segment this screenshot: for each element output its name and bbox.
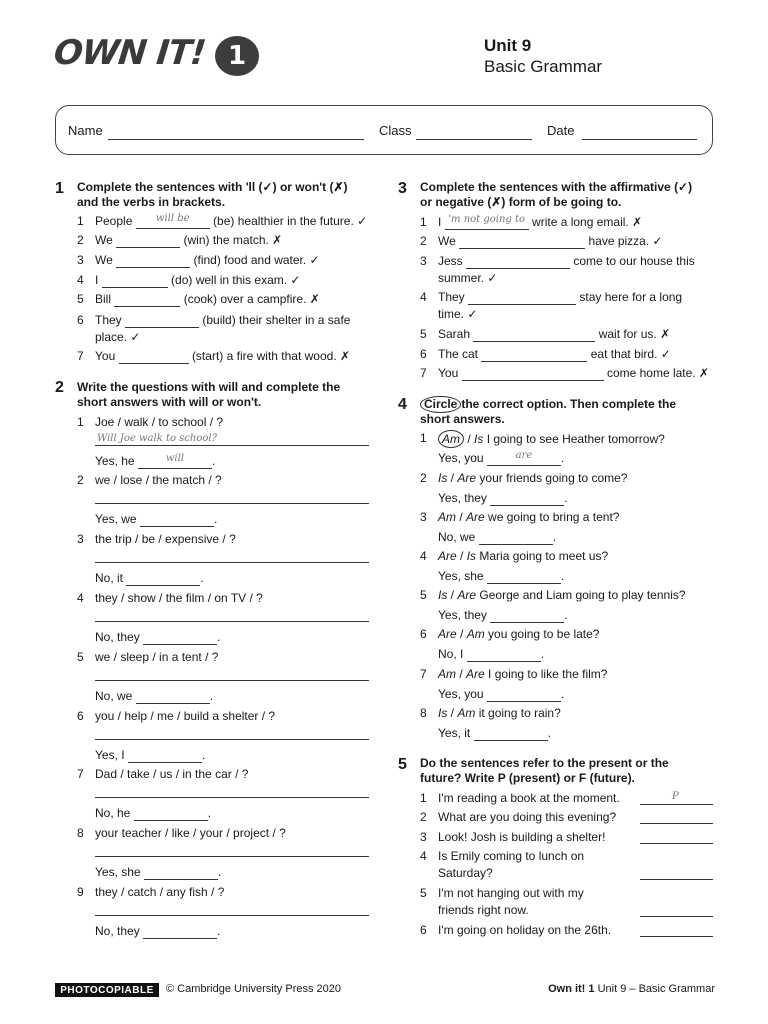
question-answer-line[interactable]	[95, 797, 369, 798]
short-answer: No, I .	[438, 647, 545, 661]
option-2[interactable]: Are	[457, 471, 477, 485]
item-number: 8	[77, 826, 84, 840]
answer-blank[interactable]	[481, 349, 587, 362]
sentence-text: I'm not hanging out with my	[438, 886, 584, 900]
section-1-instruction-line-1: Complete the sentences with 'll (✓) or won't (✗)	[77, 180, 348, 194]
item-text: (do) well in this exam. ✓	[171, 273, 301, 287]
handwritten-question: Will Joe walk to school?	[97, 433, 217, 444]
short-answer: Yes, she .	[438, 569, 565, 583]
short-answer-text: No, I	[438, 647, 464, 661]
item-text: You	[95, 349, 116, 363]
answer-blank[interactable]	[102, 275, 168, 288]
item-number: 6	[420, 923, 427, 937]
answer-blank[interactable]	[445, 214, 529, 230]
short-answer-text: Yes, she	[438, 569, 484, 583]
answer-blank[interactable]	[467, 649, 541, 662]
item-number: 4	[420, 549, 427, 563]
item-text: I	[438, 215, 442, 229]
exercise-item	[438, 253, 695, 269]
item-number: 2	[77, 233, 84, 247]
item-text: We	[95, 233, 113, 247]
section-5-instruction-line-1: Do the sentences refer to the present or the	[420, 756, 669, 770]
answer-blank[interactable]	[140, 514, 214, 527]
short-answer: Yes, it .	[438, 726, 551, 740]
name-label: Name	[68, 123, 103, 138]
short-answer-text: No, we	[95, 689, 133, 703]
handwritten-answer: 'm not going to	[448, 214, 526, 225]
option-2[interactable]: Am	[466, 627, 485, 641]
exercise-item	[438, 233, 663, 249]
exercise-item	[438, 346, 671, 362]
item-text: stay here for a long	[579, 290, 683, 304]
question-prompt: Dad / take / us / in the car / ?	[95, 767, 249, 781]
item-text: wait for us. ✗	[598, 327, 671, 341]
short-answer: Yes, they .	[438, 608, 568, 622]
item-number: 6	[420, 627, 427, 641]
answer-blank[interactable]	[119, 351, 189, 364]
item-number: 5	[77, 292, 84, 306]
sentence-text: What are you doing this evening?	[438, 810, 617, 824]
item-number: 2	[420, 234, 427, 248]
option-question: Is / Are George and Liam going to play tennis?	[438, 588, 686, 602]
question-answer-line[interactable]	[95, 856, 369, 857]
short-answer-text: Yes, they	[438, 491, 487, 505]
item-text: The cat	[438, 347, 479, 361]
section-4-number: 4	[398, 396, 407, 413]
unit-subtitle: Basic Grammar	[484, 57, 603, 76]
question-prompt: Joe / walk / to school / ?	[95, 415, 224, 429]
item-number: 7	[77, 349, 84, 363]
option-question: Am / Are we going to bring a tent?	[438, 510, 620, 524]
handwritten-answer: P	[672, 791, 679, 802]
question-prompt: they / show / the film / on TV / ?	[95, 591, 263, 605]
answer-blank[interactable]	[125, 315, 199, 328]
short-answer: Yes, you .	[438, 687, 565, 701]
answer-blank[interactable]	[490, 493, 564, 506]
answer-blank[interactable]	[126, 573, 200, 586]
short-answer-text: Yes, we	[95, 512, 137, 526]
section-2-instruction-line-1: Write the questions with will and complete the	[77, 380, 341, 394]
date-field[interactable]	[582, 139, 697, 140]
footer-book-info	[548, 983, 715, 995]
short-answer: Yes, she .	[95, 865, 222, 879]
item-text-continued: place. ✓	[95, 330, 141, 344]
item-number: 1	[77, 415, 84, 429]
option-1[interactable]: Are	[438, 549, 457, 563]
answer-blank[interactable]	[490, 610, 564, 623]
section-3-instruction-line-2: or negative (✗) form of be going to.	[420, 195, 622, 209]
item-text: Sarah	[438, 327, 471, 341]
exercise-item	[95, 291, 320, 307]
answer-blank[interactable]	[479, 532, 553, 545]
item-text: (win) the match. ✗	[183, 233, 283, 247]
item-text: People	[95, 214, 133, 228]
item-text: They	[438, 290, 465, 304]
question-text: I going to see Heather tomorrow?	[486, 432, 665, 446]
answer-blank[interactable]	[116, 235, 180, 248]
sentence-text: Is Emily coming to lunch on	[438, 849, 585, 863]
section-5-instruction-line-2: future? Write P (present) or F (future).	[420, 771, 635, 785]
answer-line[interactable]	[640, 804, 713, 805]
item-text: write a long email. ✗	[532, 215, 643, 229]
item-number: 8	[420, 706, 427, 720]
item-text: come to our house this	[573, 254, 695, 268]
section-4-instruction-line-1	[420, 396, 676, 413]
question-text: George and Liam going to play tennis?	[479, 588, 686, 602]
logo	[51, 30, 259, 76]
question-prompt: the trip / be / expensive / ?	[95, 532, 236, 546]
answer-blank[interactable]	[143, 926, 217, 939]
short-answer: No, they .	[95, 924, 221, 938]
item-number: 5	[420, 327, 427, 341]
option-2[interactable]: Are	[466, 510, 485, 524]
question-answer-line[interactable]	[95, 621, 369, 622]
item-number: 6	[77, 313, 84, 327]
item-text: come home late. ✗	[606, 366, 710, 380]
item-text: (cook) over a campfire. ✗	[183, 292, 320, 306]
item-number: 1	[77, 214, 84, 228]
question-prompt: you / help / me / build a shelter / ?	[95, 709, 276, 723]
option-1[interactable]: Is	[438, 471, 448, 485]
option-question: Is / Am it going to rain?	[438, 706, 561, 720]
sentence-text: Look! Josh is building a shelter!	[438, 830, 606, 844]
item-number: 4	[420, 290, 427, 304]
short-answer: No, we .	[95, 689, 214, 703]
exercise-item	[438, 365, 709, 381]
question-text: Maria going to meet us?	[479, 549, 609, 563]
short-answer: Yes, we .	[95, 512, 218, 526]
item-number: 3	[77, 253, 84, 267]
answer-blank[interactable]	[459, 236, 585, 249]
question-prompt: they / catch / any fish / ?	[95, 885, 225, 899]
question-text: I going to like the film?	[488, 667, 608, 681]
question-answer-line[interactable]	[95, 739, 369, 740]
item-text: (find) food and water. ✓	[193, 253, 320, 267]
name-field[interactable]	[108, 139, 364, 140]
question-answer-line[interactable]	[95, 445, 369, 446]
answer-blank[interactable]	[116, 255, 190, 268]
item-number: 4	[77, 591, 84, 605]
copyright: © Cambridge University Press 2020	[166, 983, 342, 995]
short-answer-text: Yes, he	[95, 454, 135, 468]
section-3-number: 3	[398, 180, 407, 197]
item-number: 7	[420, 366, 427, 380]
exercise-item	[95, 312, 350, 328]
handwritten-answer: are	[515, 450, 533, 461]
answer-blank[interactable]	[487, 689, 561, 702]
handwritten-answer: will	[165, 453, 185, 464]
answer-blank[interactable]	[487, 571, 561, 584]
item-number: 5	[77, 650, 84, 664]
section-4-instruction-text: the correct option. Then complete the	[461, 397, 677, 411]
student-info-box	[55, 105, 713, 155]
item-text: You	[438, 366, 459, 380]
footer-section: Basic Grammar	[638, 983, 715, 995]
item-number: 4	[77, 273, 84, 287]
circle-word: Circle	[420, 396, 461, 413]
answer-blank[interactable]	[136, 213, 210, 229]
option-2[interactable]: Are	[466, 667, 485, 681]
answer-blank[interactable]	[468, 292, 576, 305]
option-1[interactable]: Am	[438, 510, 456, 524]
exercise-item	[95, 232, 282, 248]
item-text: eat that bird. ✓	[590, 347, 671, 361]
short-answer: Yes, he will .	[95, 453, 216, 468]
option-2[interactable]: Is	[466, 549, 477, 563]
section-1-number: 1	[55, 180, 64, 197]
answer-blank[interactable]	[473, 329, 595, 342]
answer-line[interactable]	[640, 843, 713, 844]
question-answer-line[interactable]	[95, 562, 369, 563]
sentence-text-continued: friends right now.	[438, 903, 529, 917]
item-text: We	[438, 234, 456, 248]
short-answer-text: No, they	[95, 924, 140, 938]
item-number: 3	[420, 830, 427, 844]
option-1[interactable]: Am	[438, 430, 464, 448]
short-answer-text: Yes, you	[438, 451, 484, 465]
footer-book: Own it! 1	[548, 983, 595, 995]
item-number: 1	[420, 431, 427, 445]
exercise-item	[438, 289, 682, 305]
short-answer: Yes, you are .	[438, 450, 565, 465]
short-answer: No, we .	[438, 530, 557, 544]
answer-blank[interactable]	[462, 368, 604, 381]
answer-line[interactable]	[640, 916, 713, 917]
section-1-instruction-line-2: and the verbs in brackets.	[77, 195, 226, 209]
section-2-number: 2	[55, 379, 64, 396]
exercise-item	[438, 326, 670, 342]
item-text-continued: time. ✓	[438, 307, 478, 321]
option-question: Are / Am you going to be late?	[438, 627, 600, 641]
answer-blank[interactable]	[474, 728, 548, 741]
answer-blank[interactable]	[134, 808, 208, 821]
sentence-text: I'm reading a book at the moment.	[438, 791, 620, 805]
section-3-instruction-line-1: Complete the sentences with the affirmative (✓)	[420, 180, 693, 194]
item-text: Bill	[95, 292, 112, 306]
item-number: 2	[420, 810, 427, 824]
exercise-item	[95, 252, 320, 268]
item-text: (start) a fire with that wood. ✗	[191, 349, 351, 363]
answer-blank[interactable]	[136, 691, 210, 704]
item-number: 4	[420, 849, 427, 863]
question-answer-line[interactable]	[95, 680, 369, 681]
item-text: I	[95, 273, 99, 287]
short-answer-text: No, they	[95, 630, 140, 644]
photocopiable-badge: PHOTOCOPIABLE	[55, 983, 159, 997]
date-label: Date	[547, 123, 575, 138]
item-text: have pizza. ✓	[588, 234, 663, 248]
footer-dash: –	[629, 983, 636, 995]
item-text: They	[95, 313, 122, 327]
exercise-item	[95, 348, 350, 364]
answer-line[interactable]	[640, 823, 713, 824]
question-text: your friends going to come?	[479, 471, 628, 485]
exercise-item	[95, 213, 367, 229]
unit-title: Unit 9	[484, 36, 532, 55]
answer-line[interactable]	[640, 936, 713, 937]
option-1[interactable]: Is	[438, 706, 448, 720]
item-number: 9	[77, 885, 84, 899]
sentence-text: I'm going on holiday on the 26th.	[438, 923, 612, 937]
item-number: 2	[420, 471, 427, 485]
item-number: 5	[420, 886, 427, 900]
question-answer-line[interactable]	[95, 915, 369, 916]
class-label: Class	[379, 123, 412, 138]
option-1[interactable]: Am	[438, 667, 456, 681]
section-2-instruction-line-2: short answers with will or won't.	[77, 395, 262, 409]
item-text: Jess	[438, 254, 463, 268]
item-number: 6	[77, 709, 84, 723]
section-4-instruction-line-2: short answers.	[420, 412, 505, 426]
short-answer-text: Yes, you	[438, 687, 484, 701]
question-answer-line[interactable]	[95, 503, 369, 504]
short-answer: Yes, they .	[438, 491, 568, 505]
class-field[interactable]	[416, 139, 532, 140]
item-text: We	[95, 253, 113, 267]
answer-blank[interactable]	[114, 294, 180, 307]
short-answer-text: Yes, it	[438, 726, 471, 740]
logo-text: OWN IT!	[51, 33, 208, 73]
question-prompt: we / lose / the match / ?	[95, 473, 222, 487]
short-answer-text: Yes, I	[95, 748, 125, 762]
option-2[interactable]: Are	[457, 588, 477, 602]
handwritten-answer: will be	[155, 213, 190, 224]
item-text-continued: summer. ✓	[438, 271, 498, 285]
question-prompt: your teacher / like / your / project / ?	[95, 826, 286, 840]
short-answer: No, it .	[95, 571, 204, 585]
item-number: 7	[77, 767, 84, 781]
option-1[interactable]: Are	[438, 627, 457, 641]
option-2[interactable]: Is	[474, 432, 484, 446]
item-number: 3	[77, 532, 84, 546]
item-number: 2	[77, 473, 84, 487]
item-number: 3	[420, 254, 427, 268]
option-question: Am / Is I going to see Heather tomorrow?	[438, 430, 665, 448]
short-answer-text: No, it	[95, 571, 124, 585]
option-question: Am / Are I going to like the film?	[438, 667, 608, 681]
question-text: you going to be late?	[488, 627, 600, 641]
answer-blank[interactable]	[466, 256, 570, 269]
item-text: (be) healthier in the future. ✓	[213, 214, 368, 228]
answer-line[interactable]	[640, 879, 713, 880]
short-answer-text: Yes, they	[438, 608, 487, 622]
item-number: 6	[420, 347, 427, 361]
answer-blank[interactable]	[143, 632, 217, 645]
exercise-item	[438, 214, 642, 230]
short-answer: Yes, I .	[95, 748, 206, 762]
answer-blank[interactable]	[128, 750, 202, 763]
item-number: 5	[420, 588, 427, 602]
short-answer-text: No, we	[438, 530, 476, 544]
short-answer-text: Yes, she	[95, 865, 141, 879]
short-answer: No, they .	[95, 630, 221, 644]
item-number: 1	[420, 215, 427, 229]
item-number: 7	[420, 667, 427, 681]
question-text: it going to rain?	[478, 706, 561, 720]
footer-unit: Unit 9	[597, 983, 627, 995]
item-number: 1	[420, 791, 427, 805]
item-text: (build) their shelter in a safe	[202, 313, 351, 327]
short-answer: No, he .	[95, 806, 212, 820]
question-prompt: we / sleep / in a tent / ?	[95, 650, 219, 664]
question-text: we going to bring a tent?	[488, 510, 620, 524]
option-1[interactable]: Is	[438, 588, 448, 602]
option-question: Is / Are your friends going to come?	[438, 471, 628, 485]
option-2[interactable]: Am	[457, 706, 476, 720]
sentence-text-continued: Saturday?	[438, 866, 493, 880]
exercise-item	[95, 272, 300, 288]
option-question: Are / Is Maria going to meet us?	[438, 549, 609, 563]
logo-level-badge: 1	[215, 36, 259, 76]
answer-blank[interactable]	[144, 867, 218, 880]
section-5-number: 5	[398, 756, 407, 773]
item-number: 3	[420, 510, 427, 524]
short-answer-text: No, he	[95, 806, 131, 820]
